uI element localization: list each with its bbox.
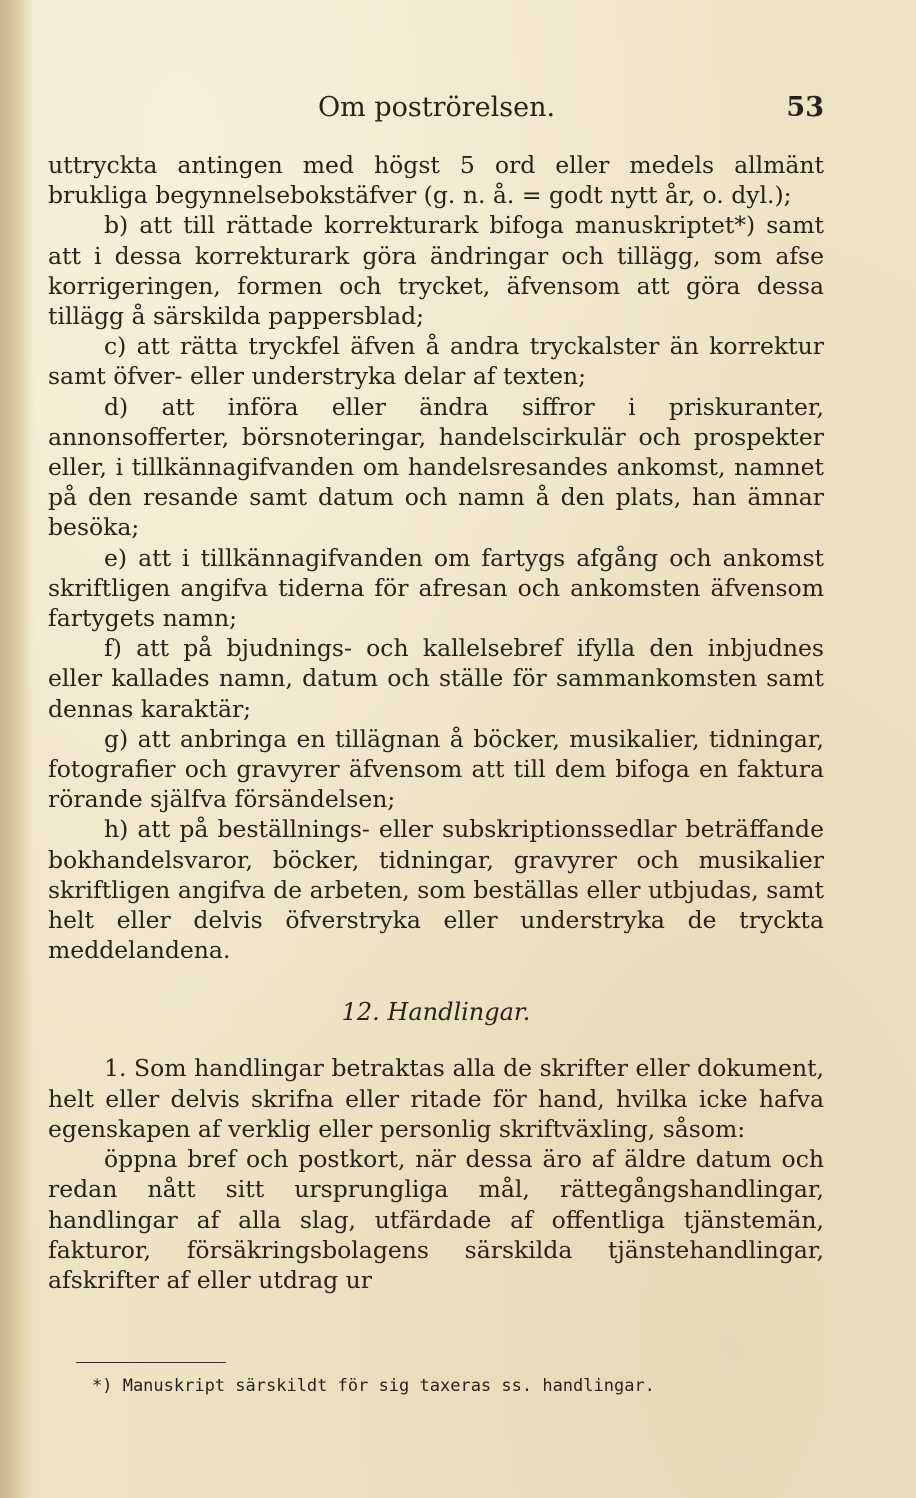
- paragraph-section-list: öppna bref och postkort, när dessa äro af äldre datum och redan nått sitt ursprungliga mål, rättegångshandlingar, handlingar af alla slag, utfärdade af offentliga tjänstemän, fakturor, försäkringsbolagens särskilda tjänstehandlingar, afskrifter af eller utdrag ur: [48, 1145, 824, 1294]
- paragraph-section-1: 1. Som handlingar betraktas alla de skrifter eller dokument, helt eller delvis skrifna eller ritade för hand, hvilka icke hafva egenskapen af verklig eller personlig skriftväxling, såsom:: [48, 1054, 824, 1143]
- page-body: [48, 150, 824, 1295]
- book-page: [48, 0, 828, 1498]
- paragraph-item-b: b) att till rättade korrekturark bifoga manuskriptet*) samt att i dessa korrekturark göra ändringar och tillägg, som afse korrigeringen, formen och trycket, äfvensom att göra dessa tillägg å särskilda pappersblad;: [48, 211, 824, 331]
- paragraph-item-c: c) att rätta tryckfel äfven å andra tryckalster än korrektur samt öfver- eller understryka delar af texten;: [48, 332, 824, 391]
- page-number: 53: [786, 92, 824, 123]
- paragraph-item-e: e) att i tillkännagifvanden om fartygs afgång och ankomst skriftligen angifva tiderna för afresan och ankomsten äfvensom fartygets namn;: [48, 543, 824, 633]
- section-heading: 12. Handlingar.: [341, 998, 531, 1027]
- paragraph-item-g: g) att anbringa en tillägnan å böcker, musikalier, tidningar, fotografier och gravyrer äfvensom att till dem bifoga en faktura rörande själfva försändelsen;: [48, 724, 824, 814]
- paragraph-continuation: uttryckta antingen med högst 5 ord eller medels allmänt brukliga begynnelsebokstäfver (g. n. å. = godt nytt år, o. dyl.);: [48, 151, 824, 210]
- paragraph-item-d: d) att införa eller ändra siffror i priskuranter, annonsofferter, börsnoteringar, handelscirkulär och prospekter eller, i tillkännagifvanden om handelsresandes ankomst, namnet på den resande samt datum och namn å den plats, han ämnar besöka;: [48, 392, 824, 542]
- paragraph-item-h: h) att på beställnings- eller subskriptionssedlar beträffande bokhandelsvaror, böcker, tidningar, gravyrer och musikalier skriftligen angifva de arbeten, som beställas eller utbjudas, samt helt eller delvis öfverstryka eller understryka de tryckta meddelandena.: [48, 815, 824, 965]
- running-head: [48, 92, 824, 128]
- footnote-divider: [76, 1362, 226, 1363]
- footnote: *) Manuskript särskildt för sig taxeras ss. handlingar.: [92, 1376, 655, 1396]
- paragraph-item-f: f) att på bjudnings- och kallelsebref ifylla den inbjudnes eller kallades namn, datum och ställe för sammankomsten samt dennas karaktär;: [48, 634, 824, 723]
- page-spine-shadow: [0, 0, 34, 1498]
- running-title: Om poströrelsen.: [318, 92, 556, 123]
